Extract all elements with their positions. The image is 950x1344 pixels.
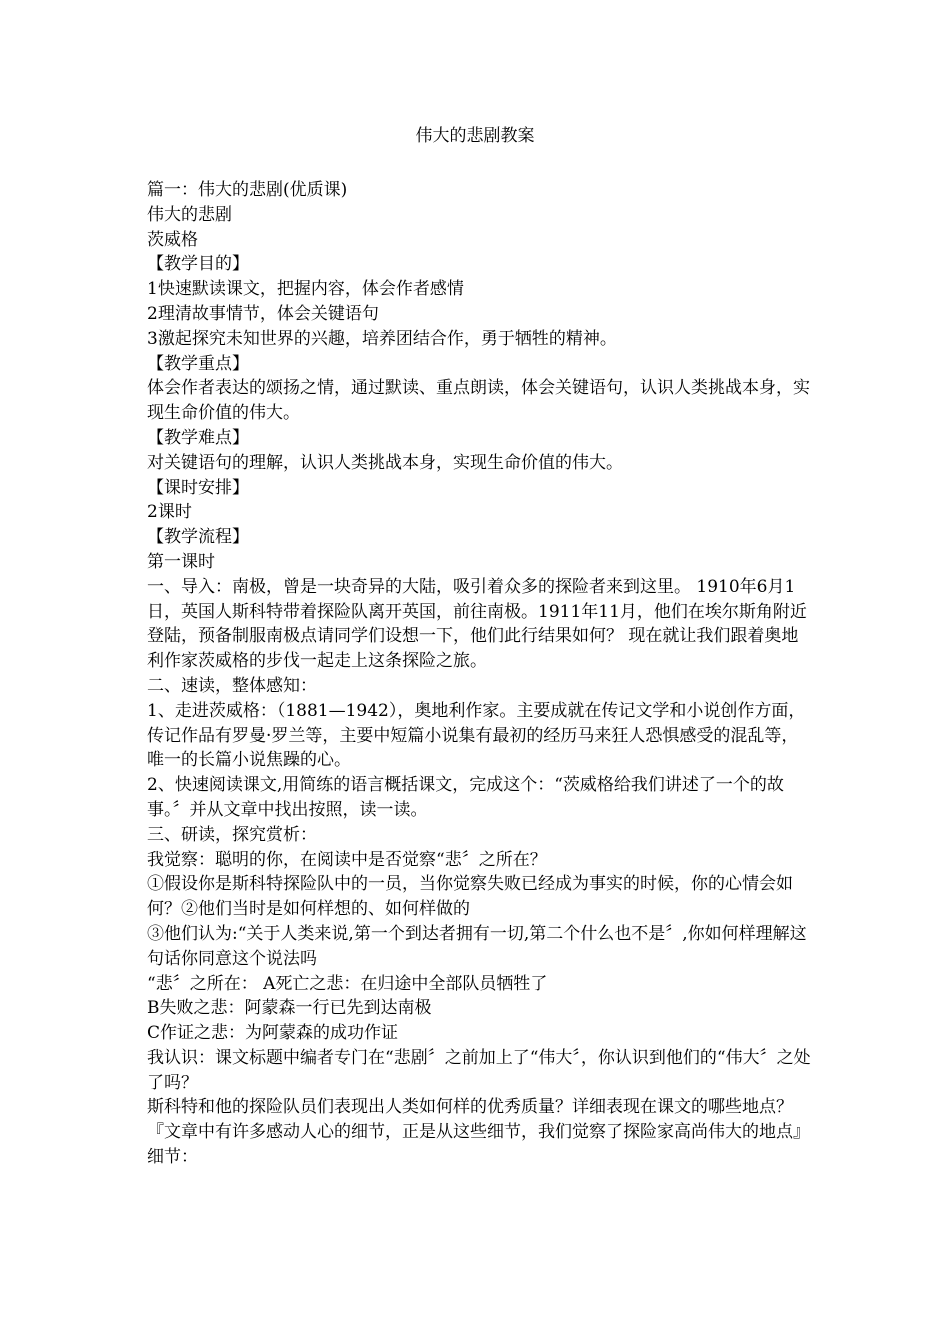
- paragraph-objective-3: 3激起探究未知世界的兴趣，培养团结合作，勇于牺牲的精神。: [147, 328, 617, 349]
- paragraph-first-lesson: 第一课时: [147, 551, 215, 572]
- paragraph-question-intro: 我觉察：聪明的你，在阅读中是否觉察“悲〞之所在？: [147, 849, 547, 870]
- paragraph-section-heading: 篇一：伟大的悲剧(优质课): [147, 180, 348, 200]
- paragraph-heading-analysis: 三、研读，探究赏析：: [147, 824, 317, 845]
- paragraph-qualities-question: 斯科特和他的探险队员们表现出人类如何样的优秀质量？详细表现在课文的哪些地点？: [147, 1097, 793, 1118]
- paragraph-greatness-question: 我认识：课文标题中编者专门在“悲剧〞之前加上了“伟大〞，你认识到他们的“伟大〞之处了吗？: [147, 1047, 811, 1093]
- paragraph-author-bio: 1、走进茨威格：（1881—1942），奥地利作家。主要成就在传记文学和小说创作方面，传记作品有罗曼·罗兰等，主要中短篇小说集有最初的经历马来狂人恐惧感受的混乱等，唯一的长篇小说焦躁的心。: [147, 700, 806, 771]
- paragraph-objective-2: 2理清故事情节，体会关键语句: [147, 303, 379, 324]
- paragraph-author: 茨威格: [147, 229, 198, 250]
- paragraph-difficulties: 对关键语句的理解，认识人类挑战本身，实现生命价值的伟大。: [147, 452, 623, 473]
- document-title: 伟大的悲剧教案: [415, 126, 535, 146]
- paragraph-sadness-a: “悲〞之所在： A死亡之悲：在归途中全部队员牺牲了: [147, 973, 548, 994]
- paragraph-key-points: 体会作者表达的颂扬之情，通过默读、重点朗读，体会关键语句，认识人类挑战本身，实现生命价值的伟大。: [147, 378, 810, 424]
- paragraph-lesson-title: 伟大的悲剧: [147, 204, 232, 225]
- paragraph-sadness-c: C作证之悲：为阿蒙森的成功作证: [147, 1023, 399, 1044]
- paragraph-heading-schedule: 【课时安排】: [147, 477, 249, 498]
- paragraph-introduction: 一、导入：南极，曾是一块奇异的大陆，吸引着众多的探险者来到这里。 1910年6月1日，英国人斯科特带着探险队离开英国，前往南极。1911年11月，他们在埃尔斯角附近登陆，预备制服南极点请同学们设想一下，他们此行结果如何？ 现在就让我们跟着奥地利作家茨威格的步伐一起走上这条探险之旅。: [147, 576, 807, 672]
- paragraph-sadness-b: B失败之悲：阿蒙森一行已先到达南极: [147, 998, 432, 1019]
- paragraph-heading-difficulties: 【教学难点】: [147, 427, 249, 448]
- paragraph-objective-1: 1快速默读课文，把握内容，体会作者感情: [147, 279, 464, 300]
- document-body: [147, 178, 811, 1170]
- paragraph-heading-speed-reading: 二、速读，整体感知：: [147, 675, 317, 696]
- paragraph-heading-process: 【教学流程】: [147, 527, 249, 548]
- paragraph-heading-key-points: 【教学重点】: [147, 353, 249, 374]
- paragraph-details: 『文章中有许多感动人心的细节，正是从这些细节，我们觉察了探险家高尚伟大的地点』细节：: [147, 1122, 810, 1168]
- paragraph-heading-objectives: 【教学目的】: [147, 254, 249, 275]
- paragraph-schedule: 2课时: [147, 502, 192, 523]
- paragraph-question-3: ③他们认为:“关于人类来说,第一个到达者拥有一切,第二个什么也不是〞,你如何样理解这句话你同意这个说法吗: [147, 923, 807, 969]
- paragraph-question-1-2: ①假设你是斯科特探险队中的一员，当你觉察失败已经成为事实的时候，你的心情会如何？②他们当时是如何样想的、如何样做的: [147, 874, 793, 920]
- paragraph-summary-task: 2、快速阅读课文,用简练的语言概括课文，完成这个：“茨威格给我们讲述了一个的故事。〞并从文章中找出按照，读一读。: [147, 775, 784, 820]
